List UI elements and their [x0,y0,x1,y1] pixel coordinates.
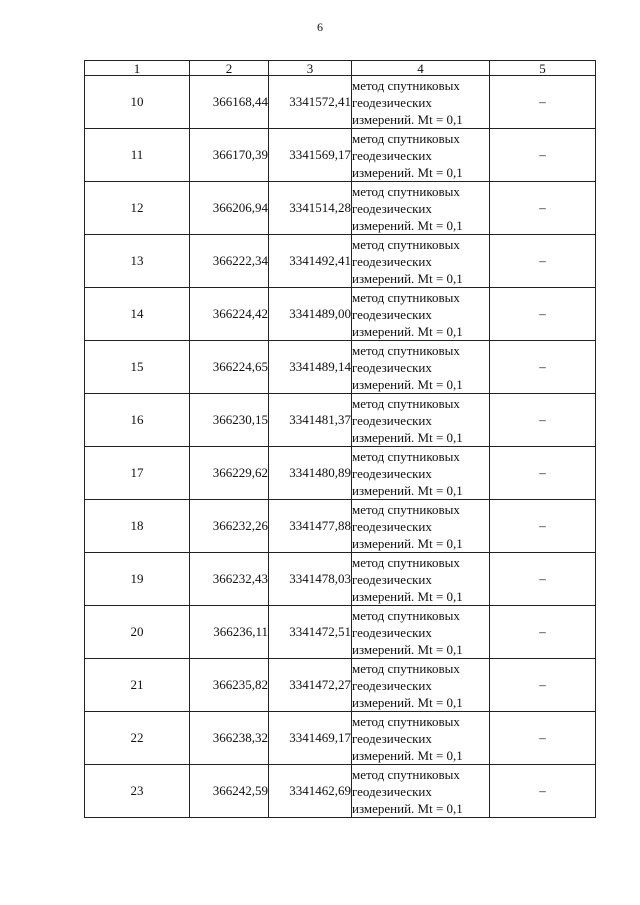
method-line: геодезических [352,571,432,587]
x-coordinate-cell: 366232,26 [190,500,269,553]
y-coordinate-cell: 3341469,17 [269,712,352,765]
table-row [85,659,596,712]
header-col-2: 2 [190,61,269,76]
method-line: метод спутниковых [352,289,460,305]
method-line: метод спутниковых [352,183,460,199]
method-line: метод спутниковых [352,607,460,623]
note-cell: – [490,129,596,182]
method-line: геодезических [352,94,432,110]
header-col-5: 5 [490,61,596,76]
x-coordinate-cell: 366229,62 [190,447,269,500]
x-coordinate-cell: 366168,44 [190,76,269,129]
table-row [85,288,596,341]
table-body [85,76,596,818]
x-coordinate-cell: 366236,11 [190,606,269,659]
point-number-cell: 21 [85,659,190,712]
method-line: геодезических [352,253,432,269]
method-line: измерений. Mt = 0,1 [352,800,463,816]
y-coordinate-cell: 3341480,89 [269,447,352,500]
method-line: метод спутниковых [352,236,460,252]
method-line: измерений. Mt = 0,1 [352,694,463,710]
x-coordinate-cell: 366224,65 [190,341,269,394]
note-cell: – [490,659,596,712]
method-cell [352,235,490,288]
point-number-cell: 16 [85,394,190,447]
y-coordinate-cell: 3341569,17 [269,129,352,182]
method-line: измерений. Mt = 0,1 [352,747,463,763]
method-line: метод спутниковых [352,554,460,570]
method-line: метод спутниковых [352,130,460,146]
note-cell: – [490,447,596,500]
method-line: геодезических [352,730,432,746]
note-cell: – [490,500,596,553]
point-number-cell: 13 [85,235,190,288]
point-number-cell: 12 [85,182,190,235]
method-cell [352,182,490,235]
x-coordinate-cell: 366235,82 [190,659,269,712]
y-coordinate-cell: 3341462,69 [269,765,352,818]
point-number-cell: 15 [85,341,190,394]
header-col-4: 4 [352,61,490,76]
x-coordinate-cell: 366224,42 [190,288,269,341]
note-cell: – [490,606,596,659]
table-row [85,129,596,182]
header-col-3: 3 [269,61,352,76]
method-line: метод спутниковых [352,501,460,517]
method-line: геодезических [352,306,432,322]
method-line: измерений. Mt = 0,1 [352,641,463,657]
y-coordinate-cell: 3341477,88 [269,500,352,553]
note-cell: – [490,182,596,235]
method-line: геодезических [352,465,432,481]
method-line: метод спутниковых [352,448,460,464]
y-coordinate-cell: 3341472,27 [269,659,352,712]
note-cell: – [490,341,596,394]
point-number-cell: 14 [85,288,190,341]
method-line: метод спутниковых [352,342,460,358]
coordinates-table [84,60,596,818]
x-coordinate-cell: 366206,94 [190,182,269,235]
y-coordinate-cell: 3341489,00 [269,288,352,341]
method-line: метод спутниковых [352,713,460,729]
y-coordinate-cell: 3341478,03 [269,553,352,606]
point-number-cell: 23 [85,765,190,818]
table-row [85,235,596,288]
point-number-cell: 11 [85,129,190,182]
method-line: измерений. Mt = 0,1 [352,535,463,551]
method-cell [352,553,490,606]
point-number-cell: 22 [85,712,190,765]
method-cell [352,606,490,659]
method-line: измерений. Mt = 0,1 [352,270,463,286]
table-row [85,765,596,818]
x-coordinate-cell: 366232,43 [190,553,269,606]
point-number-cell: 10 [85,76,190,129]
method-line: метод спутниковых [352,77,460,93]
y-coordinate-cell: 3341489,14 [269,341,352,394]
y-coordinate-cell: 3341572,41 [269,76,352,129]
method-cell [352,129,490,182]
note-cell: – [490,553,596,606]
note-cell: – [490,394,596,447]
method-line: геодезических [352,200,432,216]
method-cell [352,447,490,500]
page-number: 6 [317,20,323,34]
method-line: геодезических [352,783,432,799]
method-line: геодезических [352,518,432,534]
method-line: метод спутниковых [352,395,460,411]
table-row [85,712,596,765]
point-number-cell: 18 [85,500,190,553]
method-line: геодезических [352,624,432,640]
table-row [85,394,596,447]
table-header [85,61,596,76]
method-cell [352,659,490,712]
method-cell [352,394,490,447]
x-coordinate-cell: 366242,59 [190,765,269,818]
method-line: геодезических [352,359,432,375]
x-coordinate-cell: 366170,39 [190,129,269,182]
x-coordinate-cell: 366222,34 [190,235,269,288]
point-number-cell: 20 [85,606,190,659]
y-coordinate-cell: 3341492,41 [269,235,352,288]
x-coordinate-cell: 366230,15 [190,394,269,447]
note-cell: – [490,76,596,129]
table-row [85,76,596,129]
table-row [85,553,596,606]
method-line: измерений. Mt = 0,1 [352,111,463,127]
table-row [85,606,596,659]
method-line: геодезических [352,147,432,163]
method-cell [352,765,490,818]
method-line: геодезических [352,412,432,428]
y-coordinate-cell: 3341514,28 [269,182,352,235]
method-cell [352,341,490,394]
y-coordinate-cell: 3341472,51 [269,606,352,659]
y-coordinate-cell: 3341481,37 [269,394,352,447]
method-cell [352,500,490,553]
method-cell [352,288,490,341]
x-coordinate-cell: 366238,32 [190,712,269,765]
method-line: измерений. Mt = 0,1 [352,482,463,498]
point-number-cell: 19 [85,553,190,606]
header-col-1: 1 [85,61,190,76]
method-line: измерений. Mt = 0,1 [352,323,463,339]
method-line: измерений. Mt = 0,1 [352,164,463,180]
table-row [85,341,596,394]
method-cell [352,712,490,765]
note-cell: – [490,712,596,765]
header-row [85,61,596,76]
note-cell: – [490,288,596,341]
note-cell: – [490,235,596,288]
point-number-cell: 17 [85,447,190,500]
method-line: измерений. Mt = 0,1 [352,429,463,445]
method-line: измерений. Mt = 0,1 [352,376,463,392]
method-line: измерений. Mt = 0,1 [352,588,463,604]
note-cell: – [490,765,596,818]
method-line: метод спутниковых [352,766,460,782]
method-line: измерений. Mt = 0,1 [352,217,463,233]
method-line: метод спутниковых [352,660,460,676]
table-row [85,447,596,500]
method-line: геодезических [352,677,432,693]
table-row [85,500,596,553]
method-cell [352,76,490,129]
table-row [85,182,596,235]
